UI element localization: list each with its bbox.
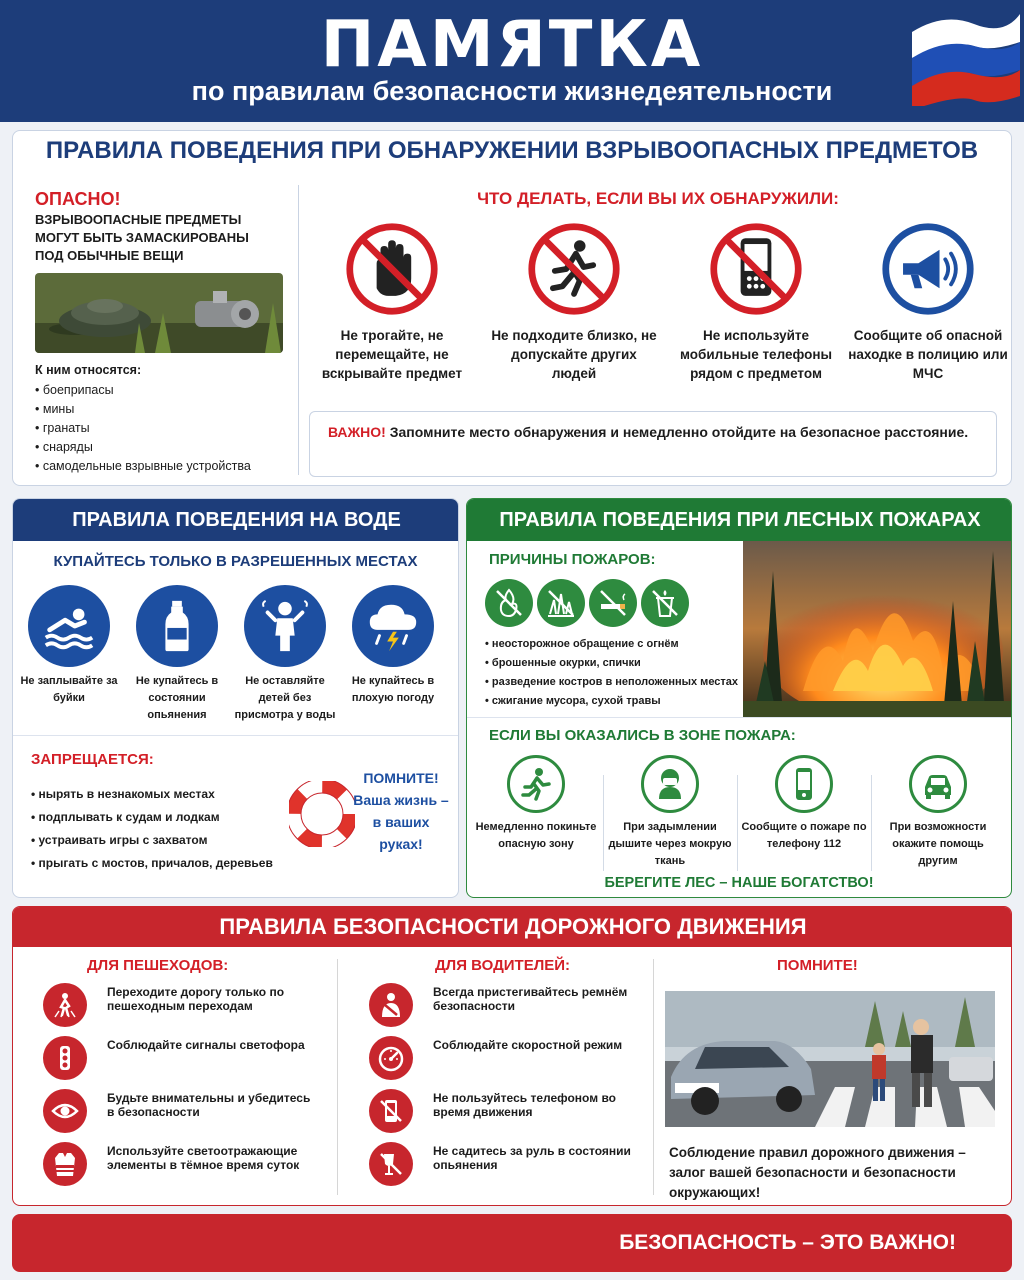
no-cigarette-icon bbox=[596, 586, 630, 620]
running-man-icon bbox=[517, 765, 555, 803]
road-safety-section bbox=[12, 906, 1012, 1206]
zone-action bbox=[739, 755, 869, 853]
rule-text: Переходите дорогу только по пешеходным переходам bbox=[107, 985, 285, 1013]
list-item: • устраивать игры с захватом bbox=[31, 829, 273, 852]
no-phone-icon bbox=[708, 221, 804, 317]
divider bbox=[871, 775, 872, 871]
list-item: • разведение костров в неположенных местах bbox=[485, 673, 738, 692]
explosives-section bbox=[12, 130, 1012, 486]
rule-text: Всегда пристегивайтесь ремнём безопасности bbox=[433, 985, 628, 1013]
divider bbox=[467, 717, 1012, 718]
fire-cause-icon bbox=[537, 579, 585, 627]
gas-mask-icon bbox=[651, 765, 689, 803]
drivers-title: ДЛЯ ВОДИТЕЛЕЙ: bbox=[435, 957, 571, 974]
water-rule-text: Не заплывайте за буйки bbox=[20, 675, 118, 704]
list-item: • нырять в незнакомых местах bbox=[31, 783, 273, 806]
in-zone-title: ЕСЛИ ВЫ ОКАЗАЛИСЬ В ЗОНЕ ПОЖАРА: bbox=[489, 727, 796, 744]
what-to-do-title: ЧТО ДЕЛАТЬ, ЕСЛИ ВЫ ИХ ОБНАРУЖИЛИ: bbox=[477, 189, 839, 208]
seatbelt-icon bbox=[377, 991, 405, 1019]
action-text: Не используйте мобильные телефоны рядом с предметом bbox=[679, 328, 833, 381]
rule-text: Соблюдайте сигналы светофора bbox=[107, 1038, 305, 1052]
mines-photo bbox=[35, 273, 283, 353]
causes-list bbox=[485, 635, 738, 711]
divider bbox=[337, 959, 338, 1195]
water-rule bbox=[341, 585, 445, 707]
forest-slogan: БЕРЕГИТЕ ЛЕС – НАШЕ БОГАТСТВО! bbox=[604, 875, 874, 891]
list-item: • самодельные взрывные устройства bbox=[35, 457, 251, 476]
list-item: • брошенные окурки, спички bbox=[485, 654, 738, 673]
action-item bbox=[671, 221, 841, 383]
list-item: • сжигание мусора, сухой травы bbox=[485, 692, 738, 711]
list-item: • неосторожное обращение с огнём bbox=[485, 635, 738, 654]
remember-title: ПОМНИТЕ! bbox=[363, 770, 439, 786]
car-icon bbox=[919, 765, 957, 803]
no-touch-hand-icon bbox=[344, 221, 440, 317]
fire-cause-icon bbox=[641, 579, 689, 627]
divider bbox=[603, 775, 604, 871]
fire-cause-icon bbox=[589, 579, 637, 627]
list-item: • гранаты bbox=[35, 419, 251, 438]
traffic-light-icon bbox=[51, 1044, 79, 1072]
no-alcohol-icon bbox=[377, 1150, 405, 1178]
list-item: • прыгать с мостов, причалов, деревьев bbox=[31, 852, 273, 875]
lifebuoy-icon bbox=[289, 781, 355, 847]
water-rule bbox=[17, 585, 121, 707]
no-burning-trash-icon bbox=[648, 586, 682, 620]
important-label: ВАЖНО! bbox=[328, 424, 386, 440]
megaphone-icon bbox=[880, 221, 976, 317]
important-text: Запомните место обнаружения и немедленно отойдите на безопасное расстояние. bbox=[389, 424, 969, 440]
road-remember-text: Соблюдение правил дорожного движения – залог вашей безопасности и безопасности окружающих! bbox=[669, 1145, 966, 1200]
list-item: • боеприпасы bbox=[35, 381, 251, 400]
list-item: • мины bbox=[35, 400, 251, 419]
action-text: Сообщите об опасной находке в полицию или МЧС bbox=[848, 328, 1008, 381]
road-remember-title: ПОМНИТЕ! bbox=[777, 957, 858, 974]
campfire-icon bbox=[492, 586, 526, 620]
divider bbox=[737, 775, 738, 871]
eye-icon bbox=[51, 1097, 79, 1125]
belong-list bbox=[35, 381, 251, 476]
zone-action-text: Немедленно покиньте опасную зону bbox=[475, 821, 597, 850]
water-rule bbox=[125, 585, 229, 724]
action-item bbox=[843, 221, 1013, 383]
rule-text: Используйте светоотражающие элементы в тёмное время суток bbox=[107, 1144, 300, 1172]
belong-title: К ним относятся: bbox=[35, 363, 142, 377]
forest-fire-section bbox=[466, 498, 1012, 898]
danger-text: ВЗРЫВООПАСНЫЕ ПРЕДМЕТЫ МОГУТ БЫТЬ ЗАМАСКИРОВАНЫ ПОД ОБЫЧНЫЕ ВЕЩИ bbox=[35, 212, 249, 263]
forbidden-title: ЗАПРЕЩАЕТСЯ: bbox=[31, 751, 154, 768]
danger-label: ОПАСНО! bbox=[35, 189, 121, 209]
action-text: Не подходите близко, не допускайте других людей bbox=[491, 328, 657, 381]
water-remember bbox=[351, 767, 451, 855]
speedometer-icon bbox=[377, 1044, 405, 1072]
explosives-title: ПРАВИЛА ПОВЕДЕНИЯ ПРИ ОБНАРУЖЕНИИ ВЗРЫВООПАСНЫХ ПРЕДМЕТОВ bbox=[45, 137, 979, 164]
road-title: ПРАВИЛА БЕЗОПАСНОСТИ ДОРОЖНОГО ДВИЖЕНИЯ bbox=[13, 907, 1012, 947]
footer-banner: БЕЗОПАСНОСТЬ – ЭТО ВАЖНО! bbox=[12, 1214, 1012, 1272]
zone-action-text: Сообщите о пожаре по телефону 112 bbox=[741, 821, 867, 850]
water-rule-text: Не купайтесь в плохую погоду bbox=[351, 675, 435, 704]
action-item bbox=[307, 221, 477, 383]
list-item: • снаряды bbox=[35, 438, 251, 457]
divider bbox=[13, 735, 459, 736]
child-icon bbox=[256, 597, 314, 655]
forbidden-list bbox=[31, 783, 273, 875]
remember-text: Ваша жизнь – в ваших руках! bbox=[353, 792, 449, 852]
crosswalk-icon bbox=[51, 991, 79, 1019]
page-title: ПАМЯТКА bbox=[320, 8, 704, 82]
fire-cause-icon bbox=[485, 579, 533, 627]
rule-text: Соблюдайте скоростной режим bbox=[433, 1038, 623, 1052]
forest-fire-photo bbox=[743, 541, 1012, 717]
phone-icon bbox=[785, 765, 823, 803]
pedestrians-title: ДЛЯ ПЕШЕХОДОВ: bbox=[87, 957, 229, 974]
divider bbox=[653, 959, 654, 1195]
page-subtitle: по правилам безопасности жизнедеятельности bbox=[191, 76, 833, 106]
water-rule bbox=[233, 585, 337, 724]
water-rule-text: Не оставляйте детей без присмотра у воды bbox=[234, 675, 336, 721]
forest-title: ПРАВИЛА ПОВЕДЕНИЯ ПРИ ЛЕСНЫХ ПОЖАРАХ bbox=[467, 499, 1012, 541]
page-header bbox=[0, 0, 1024, 122]
water-section bbox=[12, 498, 459, 898]
bottle-icon bbox=[148, 597, 206, 655]
action-item bbox=[489, 221, 659, 383]
no-phone-icon bbox=[377, 1097, 405, 1125]
zone-action bbox=[605, 755, 735, 870]
swim-only-heading: КУПАЙТЕСЬ ТОЛЬКО В РАЗРЕШЕННЫХ МЕСТАХ bbox=[53, 553, 418, 570]
divider bbox=[298, 185, 299, 475]
water-title: ПРАВИЛА ПОВЕДЕНИЯ НА ВОДЕ bbox=[13, 499, 459, 541]
rule-text: Не пользуйтесь телефоном во время движения bbox=[433, 1091, 616, 1119]
important-notice bbox=[309, 411, 997, 477]
list-item: • подплывать к судам и лодкам bbox=[31, 806, 273, 829]
zone-action-text: При возможности окажите помощь другим bbox=[889, 821, 987, 867]
swimmer-icon bbox=[40, 597, 98, 655]
causes-title: ПРИЧИНЫ ПОЖАРОВ: bbox=[489, 551, 656, 568]
water-rule-text: Не купайтесь в состоянии опьянения bbox=[135, 675, 219, 721]
rule-text: Будьте внимательны и убедитесь в безопасности bbox=[107, 1091, 311, 1119]
reflective-vest-icon bbox=[51, 1150, 79, 1178]
zone-action bbox=[471, 755, 601, 853]
grass-fire-icon bbox=[544, 586, 578, 620]
storm-cloud-icon bbox=[364, 597, 422, 655]
rule-text: Не садитесь за руль в состоянии опьянения bbox=[433, 1144, 631, 1172]
crosswalk-photo bbox=[665, 991, 995, 1127]
zone-action bbox=[873, 755, 1003, 870]
no-approach-icon bbox=[526, 221, 622, 317]
zone-action-text: При задымлении дышите через мокрую ткань bbox=[608, 821, 732, 867]
russian-flag-icon bbox=[904, 6, 1024, 106]
action-text: Не трогайте, не перемещайте, не вскрывайте предмет bbox=[321, 328, 463, 381]
